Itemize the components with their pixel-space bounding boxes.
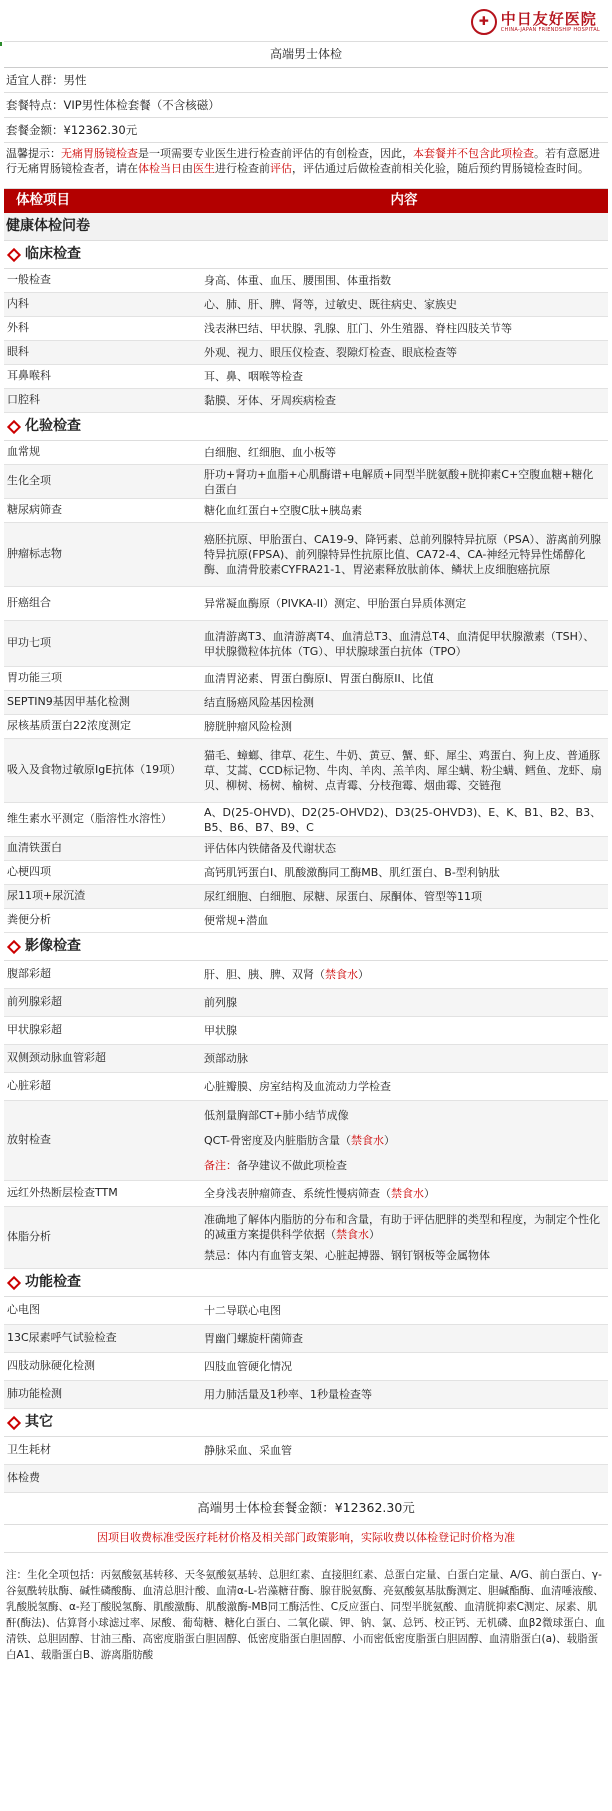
section-questionnaire: 健康体检问卷 [4,213,608,241]
table-row: 四肢动脉硬化检测 四肢血管硬化情况 [4,1353,608,1381]
table-header [4,189,608,213]
diamond-icon [7,1275,21,1289]
table-row: 放射检查 低剂量胸部CT+肺小结节成像 QCT-骨密度及内脏脂肪含量（禁食水） 备注：备孕建议不做此项检查 [4,1101,608,1181]
hospital-name-en: CHINA-JAPAN FRIENDSHIP HOSPITAL [500,26,600,33]
section-imaging: 影像检查 [4,933,608,961]
table-row: 眼科 外观、视力、眼压仪检查、裂隙灯检查、眼底检查等 [4,341,608,365]
logo-bar [4,0,608,42]
table-row: 甲功七项 血清游离T3、血清游离T4、血清总T3、血清总T4、血清促甲状腺激素（TSH）、甲状腺微粒体抗体（TG）、甲状腺球蛋白抗体（TPO） [4,621,608,667]
table-row: 血常规 白细胞、红细胞、血小板等 [4,441,608,465]
hospital-name-cn: 中日友好医院 [500,9,597,28]
table-row: 尿11项+尿沉渣 尿红细胞、白细胞、尿糖、尿蛋白、尿酮体、管型等11项 [4,885,608,909]
package-total: 高端男士体检套餐金额：¥12362.30元 [4,1493,608,1525]
footnote: 注：生化全项包括：丙氨酸氨基转移、天冬氨酸氨基转、总胆红素、直接胆红素、总蛋白定量、白蛋白定量、A/G、前白蛋白、γ-谷氨酰转肽酶、碱性磷酸酶、血清总胆汁酸、血清α-L-岩藻糖苷酶、腺苷脱氨酶、亮氨酸氨基肽酶测定、胆碱酯酶、血清唾液酸、乳酸脱氢酶、α-羟丁酸脱氢酶、肌酸激酶、肌酸激酶-MB同工酶活性、C反应蛋白、同型半胱氨酸、血清胱抑素C测定、尿素、肌酐(酶法)、估算肾小球滤过率、尿酸、葡萄糖、糖化白蛋白、二氧化碳、钾、钠、氯、总钙、校正钙、无机磷、血β2微球蛋白、血清铁、总胆固醇、甘油三酯、高密度脂蛋白胆固醇、低密度脂蛋白胆固醇、小而密低密度脂蛋白胆固醇、血清脂蛋白(a)、载脂蛋白A1、载脂蛋白B、游离脂肪酸 [6,1569,606,1661]
table-row: 心脏彩超 心脏瓣膜、房室结构及血流动力学检查 [4,1073,608,1101]
page-title: 高端男士体检 [4,42,608,68]
table-row: 内科 心、肺、肝、脾、肾等，过敏史、既往病史、家族史 [4,293,608,317]
table-row: 维生素水平测定（脂溶性水溶性） A、D(25-OHVD)、D2(25-OHVD2)、D3(25-OHVD3)、E、K、B1、B2、B3、B5、B6、B7、B9、C [4,803,608,837]
table-row: 口腔科 黏膜、牙体、牙周疾病检查 [4,389,608,413]
table-row: 外科 浅表淋巴结、甲状腺、乳腺、肛门、外生殖器、脊柱四肢关节等 [4,317,608,341]
suitable-group: 适宜人群：男性 [4,68,608,93]
lab-table [4,441,608,933]
corner-marker [0,42,2,46]
table-row: 心电图 十二导联心电图 [4,1297,608,1325]
table-row: 糖尿病筛查 糖化血红蛋白+空腹C肽+胰岛素 [4,499,608,523]
diamond-icon [7,419,21,433]
section-function: 功能检查 [4,1269,608,1297]
table-row: 体脂分析 准确地了解体内脂肪的分布和含量，有助于评估肥胖的类型和程度，为制定个性化的减重方案提供科学依据（禁食水） 禁忌：体内有血管支架、心脏起搏器、钢钉钢板等金属物体 [4,1207,608,1269]
table-row: 肺功能检测 用力肺活量及1秒率、1秒量检查等 [4,1381,608,1409]
package-amount: 套餐金额：¥12362.30元 [4,118,608,143]
table-row: 胃功能三项 血清胃泌素、胃蛋白酶原I、胃蛋白酶原II、比值 [4,667,608,691]
table-row: 生化全项 肝功+肾功+血脂+心肌酶谱+电解质+同型半胱氨酸+胱抑素C+空腹血糖+糖化白蛋白 [4,465,608,499]
diamond-icon [7,939,21,953]
section-other: 其它 [4,1409,608,1437]
price-disclaimer: 因项目收费标准受医疗耗材价格及相关部门政策影响，实际收费以体检登记时价格为准 [4,1525,608,1553]
table-row: 心梗四项 高钙肌钙蛋白I、肌酸激酶同工酶MB、肌红蛋白、B-型利钠肽 [4,861,608,885]
table-row: 远红外热断层检查TTM 全身浅表肿瘤筛查、系统性慢病筛查（禁食水） [4,1181,608,1207]
table-row: 尿核基质蛋白22浓度测定 膀胱肿瘤风险检测 [4,715,608,739]
table-row: 双侧颈动脉血管彩超 颈部动脉 [4,1045,608,1073]
diamond-icon [7,247,21,261]
header-item: 体检项目 [16,192,70,209]
table-row: 甲状腺彩超 甲状腺 [4,1017,608,1045]
package-feature: 套餐特点：VIP男性体检套餐（不含核磁） [4,93,608,118]
table-row: 肿瘤标志物 癌胚抗原、甲胎蛋白、CA19-9、降钙素、总前列腺特异抗原（PSA）、游离前列腺特异抗原(FPSA)、前列腺特异性抗原比值、CA72-4、CA-神经元特异性烯醇化酶、血清骨胶素CYFRA21-1、胃泌素释放肽前体、鳞状上皮细胞癌抗原 [4,523,608,587]
hospital-logo [471,8,600,36]
table-row: 粪便分析 便常规+潜血 [4,909,608,933]
table-row: 肝癌组合 异常凝血酶原（PIVKA-II）测定、甲胎蛋白异质体测定 [4,587,608,621]
table-row: 一般检查 身高、体重、血压、腰围围、体重指数 [4,269,608,293]
imaging-table [4,961,608,1269]
notice: 温馨提示：无痛胃肠镜检查是一项需要专业医生进行检查前评估的有创检查，因此，本套餐并不包含此项检查。若有意愿进行无痛胃肠镜检查者，请在体检当日由医生进行检查前评估，评估通过后做检查前相关化验，随后预约胃肠镜检查时间。 [4,143,608,189]
section-clinical: 临床检查 [4,241,608,269]
table-row: 腹部彩超 肝、胆、胰、脾、双肾（禁食水） [4,961,608,989]
table-row: 体检费 [4,1465,608,1493]
table-row: 血清铁蛋白 评估体内铁储备及代谢状态 [4,837,608,861]
table-row: 卫生耗材 静脉采血、采血管 [4,1437,608,1465]
table-row: SEPTIN9基因甲基化检测 结直肠癌风险基因检测 [4,691,608,715]
table-row: 耳鼻喉科 耳、鼻、咽喉等检查 [4,365,608,389]
header-content: 内容 [390,192,418,209]
diamond-icon [7,1415,21,1429]
section-lab: 化验检查 [4,413,608,441]
other-table [4,1437,608,1493]
table-row: 吸入及食物过敏原IgE抗体（19项） 猫毛、蟑螂、律草、花生、牛奶、黄豆、蟹、虾、犀尘、鸡蛋白、狗上皮、普通豚草、艾蒿、CCD标记物、牛肉、羊肉、羔羊肉、犀尘螨、粉尘螨、鳕鱼、龙虾、扇贝、柳树、杨树、榆树、点青霉、分枝孢霉、烟曲霉、交链孢 [4,739,608,803]
table-row: 13C尿素呼气试验检查 胃幽门螺旋杆菌筛查 [4,1325,608,1353]
table-row: 前列腺彩超 前列腺 [4,989,608,1017]
function-table [4,1297,608,1409]
clinical-table [4,269,608,413]
hospital-emblem-icon: ✚ [471,9,497,35]
